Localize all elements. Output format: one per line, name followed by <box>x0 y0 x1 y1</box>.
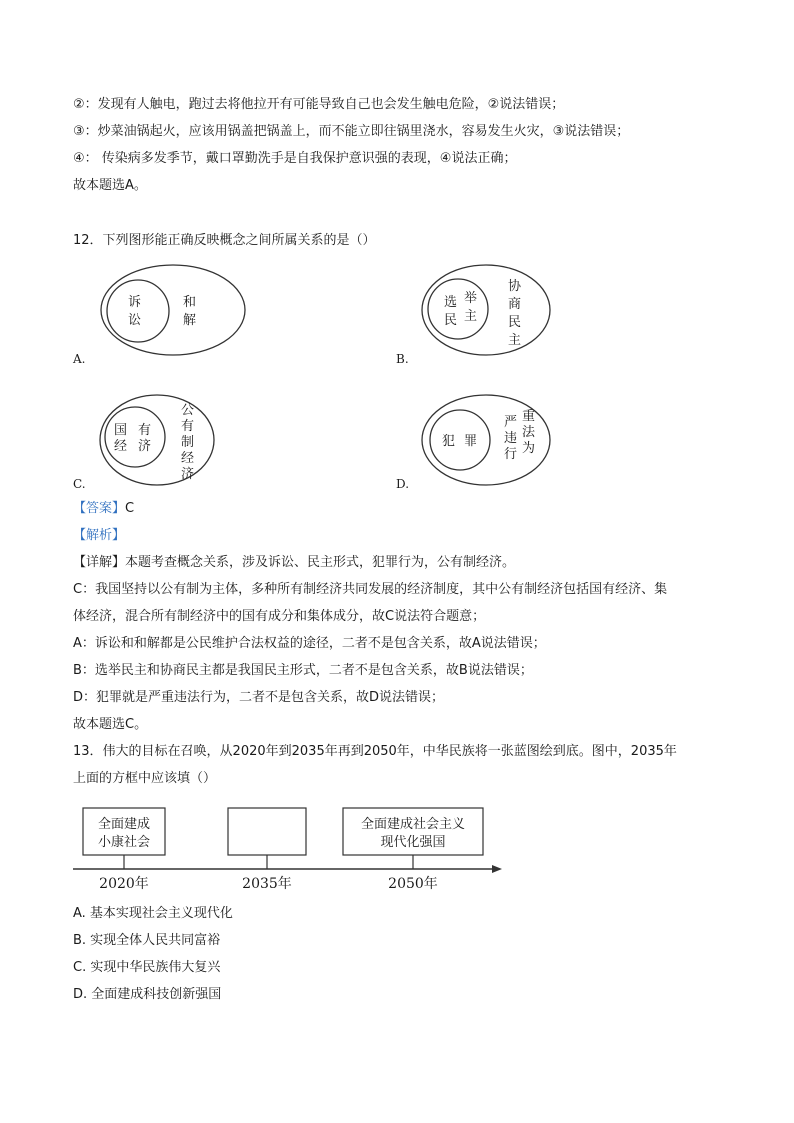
box-2020-line: 全面建成 <box>97 817 151 832</box>
q12-explain-b: B：选举民主和协商民主都是我国民主形式，二者不是包含关系，故B说法错误； <box>73 663 533 678</box>
q13-option-c: C. 实现中华民族伟大复兴 <box>73 960 221 975</box>
q12-answer-line <box>73 500 134 518</box>
outer-char: 违 <box>504 431 518 446</box>
year-label-2035: 2035年 <box>242 876 292 892</box>
box-2020-line: 小康社会 <box>97 835 151 850</box>
q13-option-d: D. 全面建成科技创新强国 <box>73 987 222 1002</box>
outer-char: 济 <box>181 467 195 482</box>
box-2050-line: 现代化强国 <box>380 835 446 850</box>
inner-char: 民 <box>444 313 458 328</box>
q12-figure-c <box>98 392 218 492</box>
outer-char: 有 <box>181 419 195 434</box>
timeline-arrow-icon <box>492 865 502 873</box>
q12-detail-line <box>73 554 515 572</box>
outer-char: 民 <box>508 315 522 330</box>
inner-char: 犯 <box>442 434 456 449</box>
q12-explain-c-2: 体经济，混合所有制经济中的国有成分和集体成分，故C说法符合题意； <box>73 609 486 624</box>
inner-char: 罪 <box>464 434 478 449</box>
outer-char: 严 <box>504 415 518 430</box>
inner-char: 诉 <box>128 295 142 310</box>
analysis-tag: 【解析】 <box>73 528 126 543</box>
year-label-2050: 2050年 <box>388 876 438 892</box>
intro-line-2: ③：炒菜油锅起火，应该用锅盖把锅盖上，而不能立即往锅里浇水，容易发生火灾，③说法错误； <box>73 124 630 139</box>
q12-figure-d <box>420 392 555 492</box>
inner-char: 讼 <box>128 313 142 328</box>
inner-char: 济 <box>138 439 152 454</box>
q12-option-b-label: B. <box>396 352 409 366</box>
inner-circle-d <box>430 410 490 470</box>
q13-timeline-figure <box>70 800 510 895</box>
q12-figure-b <box>420 262 555 362</box>
inner-char: 国 <box>114 423 128 438</box>
outer-char: 公 <box>181 403 195 418</box>
outer-char: 主 <box>508 333 522 348</box>
inner-char: 主 <box>464 309 478 324</box>
q13-option-a: A. 基本实现社会主义现代化 <box>73 906 233 921</box>
q13-stem-line-1: 13．伟大的目标在召唤，从2020年到2035年再到2050年，中华民族将一张蓝图绘到底。图中，2035年 <box>73 744 677 759</box>
inner-circle-a <box>107 280 169 342</box>
q12-conclusion: 故本题选C。 <box>73 717 148 732</box>
inner-char: 经 <box>114 439 128 454</box>
q12-figure-a <box>98 262 248 362</box>
outer-char: 制 <box>181 435 195 450</box>
outer-char: 重 <box>522 409 536 424</box>
outer-char: 商 <box>508 297 522 312</box>
q12-explain-a: A：诉讼和和解都是公民维护合法权益的途径，二者不是包含关系，故A说法错误； <box>73 636 546 651</box>
outer-ellipse-b <box>422 265 550 355</box>
detail-text: 本题考查概念关系，涉及诉讼、民主形式，犯罪行为，公有制经济。 <box>125 555 516 570</box>
year-label-2020: 2020年 <box>99 876 149 892</box>
q12-option-a-label: A. <box>73 352 86 366</box>
intro-line-1: ②：发现有人触电，跑过去将他拉开有可能导致自己也会发生触电危险，②说法错误； <box>73 97 565 112</box>
q12-option-c-label: C. <box>73 477 86 491</box>
detail-tag: 【详解】 <box>73 555 126 570</box>
q12-stem: 12．下列图形能正确反映概念之间所属关系的是（） <box>73 233 376 248</box>
q13-option-b: B. 实现全体人民共同富裕 <box>73 933 221 948</box>
intro-line-4: 故本题选A。 <box>73 178 147 193</box>
outer-char: 解 <box>183 313 197 328</box>
answer-value: C <box>125 501 135 516</box>
outer-char: 经 <box>181 451 195 466</box>
q12-analysis-tag <box>73 527 125 545</box>
outer-char: 法 <box>522 425 536 440</box>
intro-line-3: ④： 传染病多发季节，戴口罩勤洗手是自我保护意识强的表现，④说法正确； <box>73 151 517 166</box>
q12-explain-c-1: C：我国坚持以公有制为主体，多种所有制经济共同发展的经济制度，其中公有制经济包括国有经济、集 <box>73 582 668 597</box>
inner-char: 有 <box>138 423 152 438</box>
answer-tag: 【答案】 <box>73 501 126 516</box>
q13-stem-line-2: 上面的方框中应该填（） <box>73 771 217 786</box>
inner-char: 选 <box>444 295 458 310</box>
inner-char: 举 <box>464 291 478 306</box>
inner-circle-b <box>428 279 488 339</box>
outer-ellipse-a <box>101 265 245 355</box>
outer-char: 和 <box>183 295 197 310</box>
q12-explain-d: D：犯罪就是严重违法行为，二者不是包含关系，故D说法错误； <box>73 690 445 705</box>
outer-char: 协 <box>508 279 522 294</box>
q12-option-d-label: D. <box>396 477 410 491</box>
outer-char: 为 <box>522 441 536 456</box>
box-2050-line: 全面建成社会主义 <box>360 817 466 832</box>
outer-char: 行 <box>504 447 518 462</box>
timeline-box-2035-empty <box>228 808 306 855</box>
